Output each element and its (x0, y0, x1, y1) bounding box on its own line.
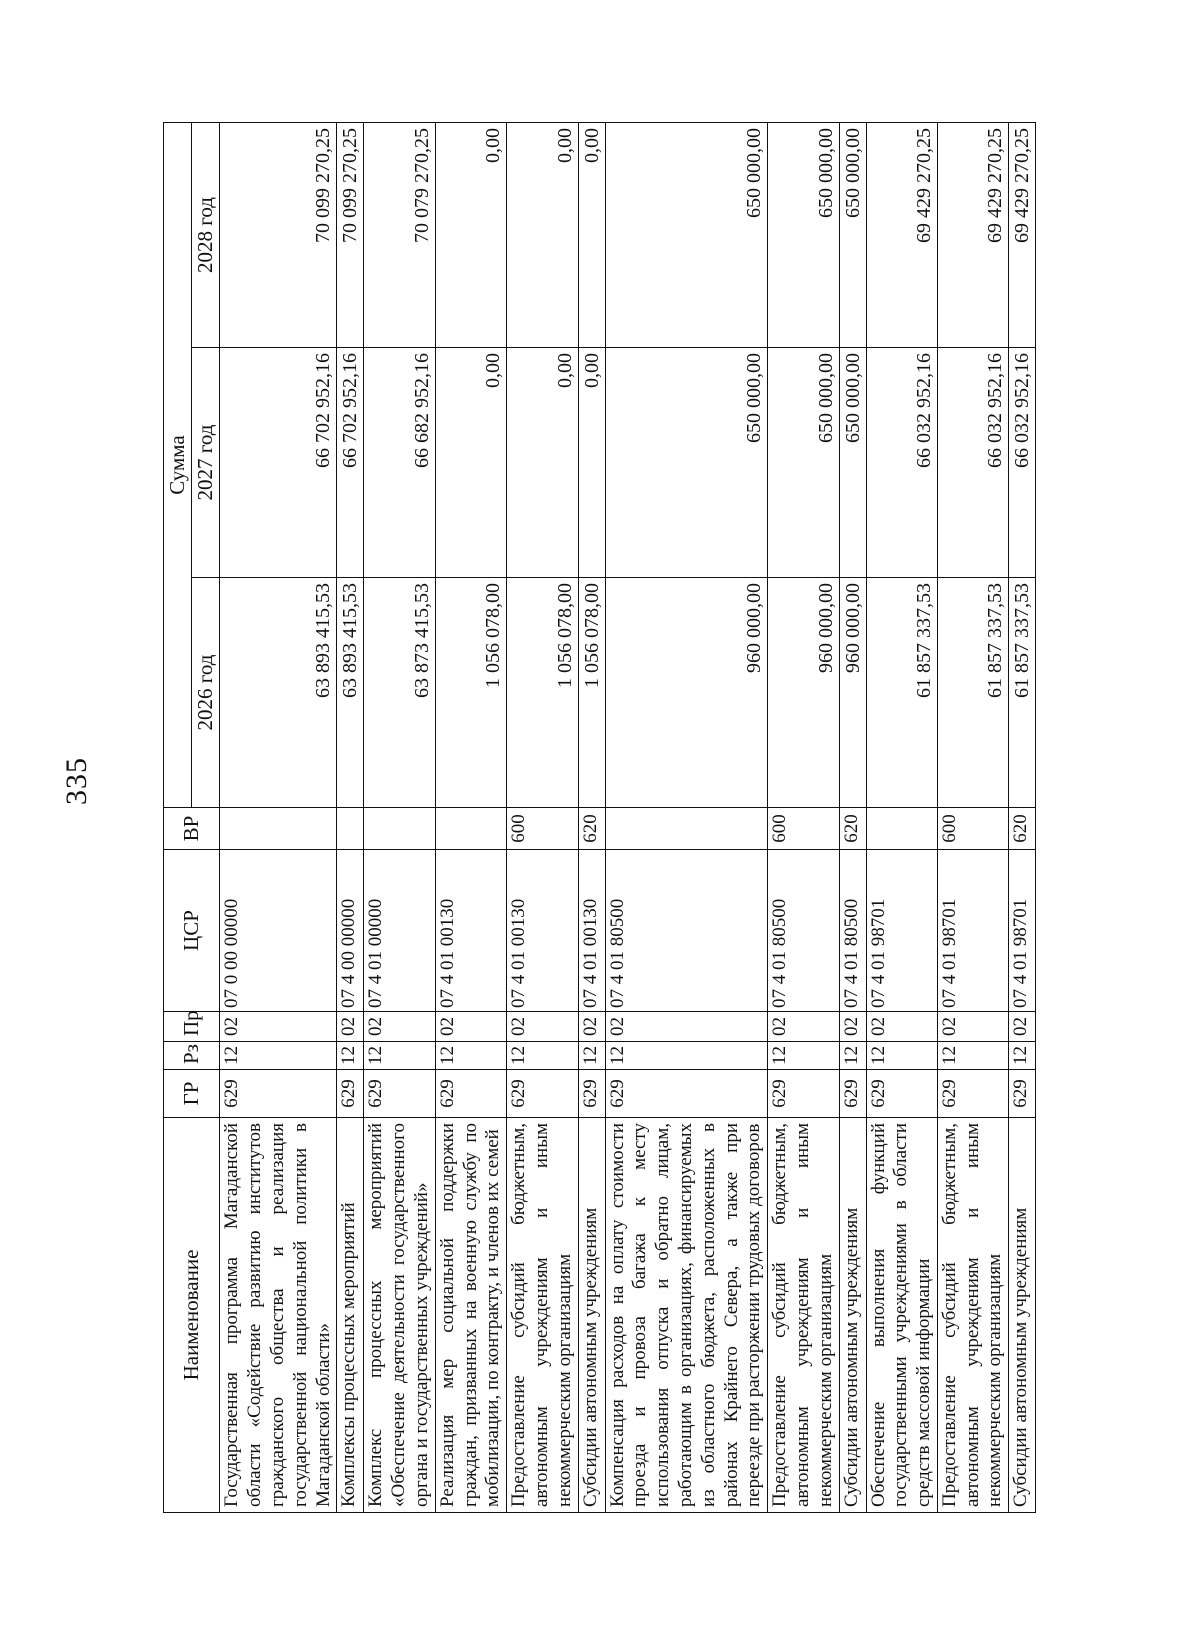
cell-vr (337, 808, 364, 850)
cell-2028: 70 079 270,25 (364, 122, 435, 347)
cell-rz: 12 (507, 1042, 578, 1070)
cell-2026: 63 893 415,53 (220, 578, 337, 808)
cell-2026: 1 056 078,00 (578, 578, 605, 808)
cell-name: Реализация мер социальной поддержки граждан, призванных на военную службу по мобилизации, по контракту, и членов их семей (435, 1118, 506, 1513)
header-row-1 (164, 122, 192, 1512)
cell-2028: 69 429 270,25 (1009, 122, 1036, 347)
cell-name: Предоставление субсидий бюджетным, автономным учреждениям и иным некоммерческим организациям (507, 1118, 578, 1513)
header-gr: ГР (164, 1070, 220, 1118)
cell-2026: 61 857 337,53 (1009, 578, 1036, 808)
table-row (578, 122, 605, 1512)
cell-rz: 12 (937, 1042, 1008, 1070)
table-row (337, 122, 364, 1512)
header-sum: Сумма (164, 122, 192, 807)
cell-pr: 02 (507, 1012, 578, 1042)
cell-2027: 650 000,00 (839, 348, 866, 578)
cell-2027: 66 032 952,16 (866, 348, 937, 578)
cell-rz: 12 (1009, 1042, 1036, 1070)
budget-table (163, 122, 1036, 1513)
cell-csr: 07 4 01 00130 (578, 850, 605, 1012)
cell-2026: 61 857 337,53 (937, 578, 1008, 808)
header-name: Наименование (164, 1118, 220, 1513)
cell-vr (435, 808, 506, 850)
cell-gr: 629 (364, 1070, 435, 1118)
cell-rz: 12 (364, 1042, 435, 1070)
table-row (220, 122, 337, 1512)
cell-csr: 07 4 01 80500 (839, 850, 866, 1012)
header-year-2026: 2026 год (192, 578, 220, 808)
cell-name: Обеспечение выполнения функций государственными учреждениями в области средств массовой информации (866, 1118, 937, 1513)
header-year-2028: 2028 год (192, 122, 220, 347)
cell-gr: 629 (866, 1070, 937, 1118)
cell-2028: 69 429 270,25 (866, 122, 937, 347)
cell-gr: 629 (839, 1070, 866, 1118)
table-row (768, 122, 839, 1512)
cell-vr (605, 808, 768, 850)
cell-pr: 02 (1009, 1012, 1036, 1042)
cell-gr: 629 (578, 1070, 605, 1118)
header-rz: Рз (164, 1042, 220, 1070)
cell-2027: 66 682 952,16 (364, 348, 435, 578)
cell-2026: 960 000,00 (768, 578, 839, 808)
table-row (1009, 122, 1036, 1512)
cell-2028: 70 099 270,25 (220, 122, 337, 347)
cell-name: Компенсация расходов на оплату стоимости проезда и провоза багажа к месту использования отпуска и обратно лицам, работающим в организациях, финансируемых из областного бюджета, расположенных в районах Крайнего Севера, а также при переезде при расторжении трудовых договоров (605, 1118, 768, 1513)
cell-pr: 02 (937, 1012, 1008, 1042)
cell-2026: 960 000,00 (605, 578, 768, 808)
cell-2027: 66 032 952,16 (937, 348, 1008, 578)
cell-2028: 650 000,00 (605, 122, 768, 347)
cell-2026: 61 857 337,53 (866, 578, 937, 808)
cell-vr (866, 808, 937, 850)
cell-2026: 63 873 415,53 (364, 578, 435, 808)
cell-2028: 0,00 (507, 122, 578, 347)
cell-pr: 02 (768, 1012, 839, 1042)
table-row (937, 122, 1008, 1512)
cell-pr: 02 (435, 1012, 506, 1042)
header-year-2027: 2027 год (192, 348, 220, 578)
cell-vr: 600 (937, 808, 1008, 850)
cell-gr: 629 (1009, 1070, 1036, 1118)
rotated-table-wrapper (163, 123, 1034, 1513)
cell-2028: 0,00 (578, 122, 605, 347)
cell-gr: 629 (220, 1070, 337, 1118)
cell-name: Комплексы процессных мероприятий (337, 1118, 364, 1513)
table-row (605, 122, 768, 1512)
cell-name: Предоставление субсидий бюджетным, автономным учреждениям и иным некоммерческим организациям (937, 1118, 1008, 1513)
cell-2026: 63 893 415,53 (337, 578, 364, 808)
cell-csr: 07 4 00 00000 (337, 850, 364, 1012)
cell-rz: 12 (768, 1042, 839, 1070)
cell-2027: 66 702 952,16 (337, 348, 364, 578)
cell-2027: 0,00 (435, 348, 506, 578)
cell-name: Комплекс процессных мероприятий «Обеспечение деятельности государственного органа и государственных учреждений» (364, 1118, 435, 1513)
table-row (364, 122, 435, 1512)
cell-2027: 650 000,00 (605, 348, 768, 578)
cell-csr: 07 4 01 00130 (507, 850, 578, 1012)
cell-gr: 629 (435, 1070, 506, 1118)
cell-2027: 0,00 (507, 348, 578, 578)
cell-vr: 620 (1009, 808, 1036, 850)
table-row (435, 122, 506, 1512)
cell-vr: 620 (839, 808, 866, 850)
cell-rz: 12 (578, 1042, 605, 1070)
cell-csr: 07 4 01 98701 (1009, 850, 1036, 1012)
cell-pr: 02 (220, 1012, 337, 1042)
cell-pr: 02 (839, 1012, 866, 1042)
header-pr: Пр (164, 1012, 220, 1042)
cell-csr: 07 4 01 00000 (364, 850, 435, 1012)
cell-name: Государственная программа Магаданской области «Содействие развитию институтов гражданского общества и реализация государственной национальной политики в Магаданской области» (220, 1118, 337, 1513)
cell-csr: 07 4 01 00130 (435, 850, 506, 1012)
cell-vr: 600 (507, 808, 578, 850)
cell-pr: 02 (605, 1012, 768, 1042)
cell-gr: 629 (507, 1070, 578, 1118)
table-header (164, 122, 220, 1512)
table-row (507, 122, 578, 1512)
cell-vr: 620 (578, 808, 605, 850)
cell-vr (364, 808, 435, 850)
cell-csr: 07 4 01 80500 (768, 850, 839, 1012)
cell-rz: 12 (866, 1042, 937, 1070)
cell-gr: 629 (937, 1070, 1008, 1118)
cell-vr: 600 (768, 808, 839, 850)
cell-csr: 07 4 01 98701 (937, 850, 1008, 1012)
cell-name: Предоставление субсидий бюджетным, автономным учреждениям и иным некоммерческим организациям (768, 1118, 839, 1513)
cell-gr: 629 (337, 1070, 364, 1118)
cell-csr: 07 4 01 98701 (866, 850, 937, 1012)
cell-rz: 12 (605, 1042, 768, 1070)
cell-pr: 02 (364, 1012, 435, 1042)
header-csr: ЦСР (164, 850, 220, 1012)
table-row (866, 122, 937, 1512)
cell-2027: 0,00 (578, 348, 605, 578)
cell-gr: 629 (605, 1070, 768, 1118)
cell-2028: 70 099 270,25 (337, 122, 364, 347)
cell-vr (220, 808, 337, 850)
table-row (839, 122, 866, 1512)
table-body (220, 122, 1036, 1512)
cell-pr: 02 (866, 1012, 937, 1042)
cell-rz: 12 (839, 1042, 866, 1070)
cell-2027: 650 000,00 (768, 348, 839, 578)
cell-2026: 1 056 078,00 (507, 578, 578, 808)
cell-name: Субсидии автономным учреждениям (1009, 1118, 1036, 1513)
cell-2027: 66 702 952,16 (220, 348, 337, 578)
cell-csr: 07 0 00 00000 (220, 850, 337, 1012)
cell-2028: 0,00 (435, 122, 506, 347)
header-vr: ВР (164, 808, 220, 850)
cell-2028: 69 429 270,25 (937, 122, 1008, 347)
cell-2028: 650 000,00 (839, 122, 866, 347)
page-number: 335 (60, 757, 93, 805)
cell-rz: 12 (220, 1042, 337, 1070)
cell-csr: 07 4 01 80500 (605, 850, 768, 1012)
cell-2027: 66 032 952,16 (1009, 348, 1036, 578)
cell-rz: 12 (337, 1042, 364, 1070)
cell-2028: 650 000,00 (768, 122, 839, 347)
cell-gr: 629 (768, 1070, 839, 1118)
cell-pr: 02 (578, 1012, 605, 1042)
cell-rz: 12 (435, 1042, 506, 1070)
cell-pr: 02 (337, 1012, 364, 1042)
cell-name: Субсидии автономным учреждениям (839, 1118, 866, 1513)
cell-2026: 960 000,00 (839, 578, 866, 808)
cell-name: Субсидии автономным учреждениям (578, 1118, 605, 1513)
cell-2026: 1 056 078,00 (435, 578, 506, 808)
